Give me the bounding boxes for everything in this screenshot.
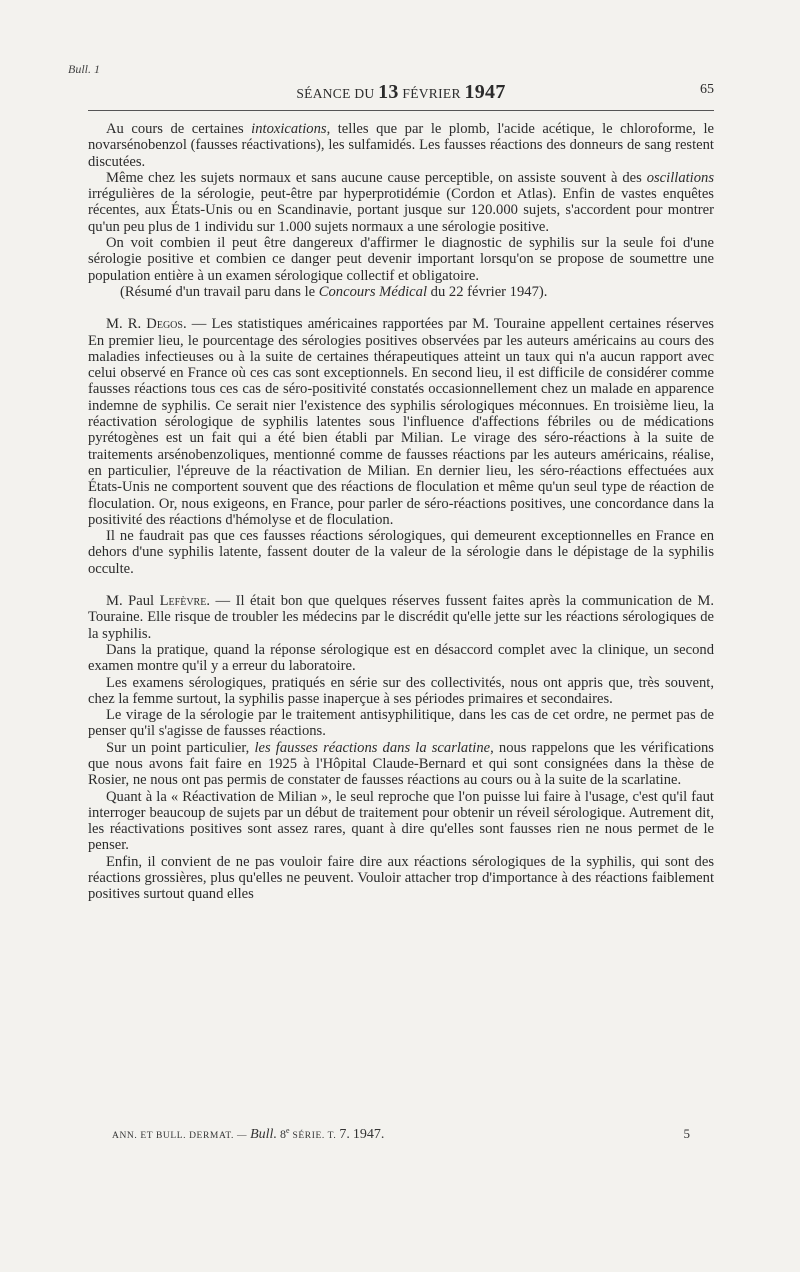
citation-note (88, 284, 714, 300)
paragraph: Dans la pratique, quand la réponse sérologique est en désaccord complet avec la clinique, un second examen montre qu'il y a erreur du laboratoire. (88, 641, 714, 675)
footer-year: 1947. (352, 1127, 385, 1142)
text-run: Même chez les sujets normaux et sans aucune cause perceptible, on assiste souvent à des (106, 169, 647, 186)
title-day: 13 (378, 81, 399, 103)
journal-name: ANN. ET BULL. DERMAT. — (112, 1131, 248, 1141)
paragraph (88, 121, 714, 170)
page-header (88, 76, 714, 102)
paragraph: Enfin, il convient de ne pas vouloir faire dire aux réactions sérologiques de la syphilis, qui sont des réactions grossières, plus qu'elles ne peuvent. Vouloir attacher trop d'importance à des réactions faiblement positives surtout quand elles (88, 853, 714, 903)
page-footer (112, 1126, 690, 1146)
text-run: M. R. (106, 316, 147, 333)
text-run: , nous rappelons que les vérifications que nous avons fait faire en 1925 à l'Hôpital Claude-Bernard et qui sont consignées dans la thèse de Rosier, ne nous ont pas permis de constater de fausses réactions au cours ou à la suite de la scarlatine. (88, 739, 714, 789)
running-head: Bull. 1 (68, 62, 100, 76)
emphasis: oscillations (646, 169, 714, 186)
text-run: M. Paul (106, 593, 160, 610)
text-run: Au cours de certaines (106, 121, 252, 137)
header-rule (88, 110, 714, 111)
page-number: 65 (700, 82, 714, 97)
paragraph (88, 740, 714, 789)
text-run: irrégulières de la sérologie, peut-être par hyperprotidémie (Cordon et Atlas). Enfin de vastes enquêtes récentes, aux États-Unis ou en Scandinavie, portant jusque sur 120.000 sujets, s'accordent pour montrer qu'un peu plus de 1 individu sur 1.000 sujets normaux a une sérologie positive. (88, 186, 714, 235)
journal-citation (112, 1126, 384, 1143)
series-superscript: e (285, 1126, 290, 1135)
series-label: SÉRIE. T. (292, 1131, 337, 1141)
paragraph: Il ne faudrait pas que ces fausses réactions sérologiques, qui demeurent exceptionnelles en France en dehors d'une syphilis latente, fassent douter de la valeur de la sérologie dans le dépistage de la syphilis occulte. (88, 528, 714, 577)
paragraph: Quant à la « Réactivation de Milian », le seul reproche que l'on puisse lui faire à l'usage, c'est qu'il faut interroger beaucoup de sujets par un début de traitement pour obtenir un réveil sérologique. Autrement dit, les réactivations positives sont assez rares, quant à dire qu'elles sont fausses rien ne nous permet de le penser. (88, 788, 714, 854)
text-run: , telles que par le plomb, l'acide acétique, le chloroforme, le novarsénobenzol (fausses réactivations), les sulfamidés. Les fausses réactions des donneurs de sang restent discutées. (88, 121, 714, 170)
title-month: FÉVRIER (402, 86, 461, 101)
paragraph: Le virage de la sérologie par le traitement antisyphilitique, dans les cas de cet ordre, ne permet pas de penser qu'il s'agisse de fausses réactions. (88, 707, 714, 740)
paragraph: Les examens sérologiques, pratiqués en série sur des collectivités, nous ont appris que, très souvent, chez la femme surtout, la syphilis passe inaperçue à ses périodes primaires et secondaires. (88, 674, 714, 707)
series-number: 8 (279, 1127, 286, 1141)
emphasis: Concours Médical (318, 283, 428, 300)
paragraph (88, 170, 714, 235)
speaker-name: Degos (146, 316, 183, 333)
text-run: . — Il était bon que quelques réserves fussent faites après la communication de M. Touraine. Elle risque de troubler les médecins par le discrédit qu'elle jette sur les réactions sérologiques de la syphilis. (88, 593, 715, 642)
emphasis: intoxications (251, 121, 327, 137)
speaker-paragraph-lefevre (88, 593, 714, 642)
speaker-paragraph-degos (88, 316, 714, 528)
article-body (88, 121, 714, 903)
paragraph: On voit combien il peut être dangereux d'affirmer le diagnostic de syphilis sur la seule foi d'une sérologie positive et combien ce danger peut devenir important lorsqu'on se propose de soumettre une population entière à un examen sérologique collectif et obligatoire. (88, 235, 714, 284)
speaker-name: Lefèvre (159, 593, 207, 610)
session-title (88, 81, 714, 104)
volume-number: 7. (339, 1127, 350, 1142)
text-run: du 22 février 1947). (427, 283, 548, 300)
text-run: (Résumé d'un travail paru dans le (120, 283, 319, 300)
title-prefix: SÉANCE DU (296, 86, 375, 101)
emphasis: les fausses réactions dans la scarlatine (254, 739, 491, 756)
text-run: Sur un point particulier, (106, 739, 255, 756)
text-run: . — Les statistiques américaines rapportées par M. Touraine appellent certaines réserves En premier lieu, le pourcentage des sérologies positives observées par les auteurs américains au cours des maladies infectieuses ou à la suite de certaines thérapeutiques atteint un taux qui n'a aucun rapport avec celui observé en France où ces cas sont exceptionnels. En second lieu, il est difficile de considérer comme fausses réactions tous ces cas de séro-positivité constatés occasionnellement chez un malade en apparence indemne de syphilis. Ce serait nier l'existence des syphilis sérologiques méconnues. En troisième lieu, la réactivation sérologique de syphilis latentes sous l'influence d'affections fébriles ou de médications pyrétogènes est un fait qui a été bien établi par Milian. Le virage des séro-réactions à la suite de traitements arsénobenzoliques, mentionné comme de fausses réactions par les auteurs américains, réalise, en particulier, l'épreuve de la réactivation de Milian. En dernier lieu, les séro-réactions effectuées aux États-Unis ne comportent souvent que des réactions de floculation et même qu'un seul type de réaction de floculation. Or, nous exigeons, en France, pour parler de séro-réactions positives, une concordance dans la positivité des réactions d'hémolyse et de floculation. (88, 316, 714, 528)
signature-mark: 5 (683, 1126, 690, 1141)
title-year: 1947 (464, 81, 506, 103)
bull-label: Bull. (250, 1127, 277, 1142)
